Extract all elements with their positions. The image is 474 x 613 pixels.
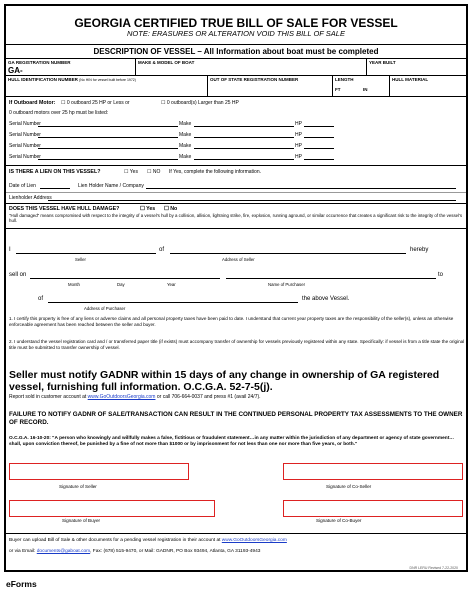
- co-buyer-signature-box[interactable]: [283, 500, 463, 517]
- make-model-cell[interactable]: [136, 59, 367, 75]
- make-field[interactable]: [194, 137, 294, 138]
- year-built-label: YEAR BUILT: [369, 60, 396, 65]
- serial-field[interactable]: [38, 148, 178, 149]
- certify-paragraph-1: 1. I certify this property is free of any liens or adverse claims and all personal property taxes have been paid to date. I understand that current year property taxes are the responsibility of the seller(s), unless an otherwise enforceable agreement has been reached between the seller and buyer.: [9, 316, 454, 327]
- lien-date-field[interactable]: [40, 188, 70, 189]
- damage-no-checkbox[interactable]: ☐ No: [164, 206, 178, 212]
- outboard-sub: 0 outboard motors over 25 hp must be listed:: [9, 110, 109, 116]
- sale-date-field[interactable]: [30, 278, 220, 279]
- lien-address-label: Lienholder Address: [9, 195, 52, 201]
- serial-field[interactable]: [38, 159, 178, 160]
- hull-material-label: HULL MATERIAL: [392, 77, 429, 82]
- divider: [6, 203, 466, 204]
- buyer-signature-box[interactable]: [9, 500, 215, 517]
- hp-field[interactable]: [304, 159, 334, 160]
- sell-on-label: sell on: [9, 272, 27, 278]
- form-note: NOTE: ERASURES OR ALTERATION VOID THIS BILL OF SALE: [127, 29, 345, 38]
- hp-field[interactable]: [304, 137, 334, 138]
- lien-instruction: If Yes, complete the following information.: [169, 169, 261, 175]
- ga-prefix: GA-: [8, 66, 23, 75]
- ocga-statute: O.C.G.A. 16-10-20: "A person who knowingly and willfully makes a false, fictitious or fraudulent statement…in any matter within the jurisdiction of any department or agency of state government…shall, upon conviction thereof, be punished by a fine of not more than $1000 or by imprisonment for not less than one nor more than five years, or both.": [9, 436, 455, 447]
- seller-of: of: [159, 247, 165, 253]
- co-buyer-signature-label: Signature of Co-Buyer: [316, 518, 362, 523]
- lien-no-checkbox[interactable]: ☐ NO: [147, 169, 161, 175]
- divider: [6, 165, 466, 166]
- purchaser-address-caption: Address of Purchaser: [84, 306, 126, 311]
- buyer-signature-label: Signature of Buyer: [62, 518, 101, 523]
- bill-of-sale-form: GEORGIA CERTIFIED TRUE BILL OF SALE FOR VESSEL NOTE: ERASURES OR ALTERATION VOID THIS BILL OF SALE DESCRIPTION OF VESSEL – All Information about boat must be completed GA REGISTRATION NUMBER GA- MAKE & MODEL OF BOAT YEAR BUILT HULL IDENTIFICATION NUMBER (No HIN for vessel built before 1972) OUT OF STATE REGISTRATION NUMBER LENGTH FT IN HULL MATERIAL If Outboard Motor: ☐ 0 outboard 25 HP or Less or ☐ 0 outboard(s) Larger than 25 HP 0 outboard motors over 25 hp must be listed: Serial Number Make HP Serial Number Make HP Serial Number Make HP Serial Number Make HP IS THERE A LIEN ON THIS VESSEL? ☐ Yes ☐ NO If Yes, complete the following information. Date of Lien Lien Holder Name / Company Lienholder Address DOES THIS VESSEL HAVE HULL DAMAGE? ☐ Yes ☐ No "Hull damaged" means compromised with respect to the integrity of a vessel's hull by a collision, allision, lightning strike, fire, explosion, running aground, or similar occurrence that creates a significant risk to the integrity of the vessel's hull. I of hereby Seller Address of Seller sell on to Month Day Year Name of Purchaser of the above Vessel. Address of Purchaser 1. I certify this property is free of any liens or adverse claims and all personal property taxes have been paid to date. I understand that current year property taxes are the responsibility of the seller(s), unless an otherwise enforceable agreement has been reached between the seller and buyer. 2. I understand the vessel registration card and / or transferred paper title (if exists) must accompany transfer of ownership for vessels previously registered within any state. Specifically: if vessel is from a title state the original title must be submitted to transfer ownership of vessel. Seller must notify GADNR within 15 days of any change in ownership of GA registered vessel, furnishing full information. O.C.G.A. 52-7-5(j). Report sold in customer account at www.GoOutdoorsGeorgia.com or call 706-664-0037 and press #1 (avail 24/7). FAILURE TO NOTIFY GADNR OF SALE/TRANSACTION CAN RESULT IN THE CONTINUED PERSONAL PROPERTY TAX ASSESSMENTS TO THE OWNER OF RECORD. O.C.G.A. 16-10-20: "A person who knowingly and willfully makes a false, fictitious or fraudulent statement…in any matter within the jurisdiction of any department or agency of state government…shall, upon conviction thereof, be punished by a fine of not more than $1000 or by imprisonment for not less than one nor more than five years, or both." Signature of Seller Signature of Co-Seller Signature of Buyer Signature of Co-Buyer Buyer can upload Bill of Sale & other documents for a pending vessel registration in their account at www.GoOutdoorsGeorgia.com or via Email: documents@gaboat.com, Fax: (678) 515-9470, or Mail: GADNR, PO Box 93494, Atlanta, GA 31193-4943 DNR LERU Revised 7-22-2020: [4, 4, 468, 572]
- seller-signature-label: Signature of Seller: [59, 484, 97, 489]
- hull-material-cell[interactable]: [390, 76, 466, 96]
- seller-i: I: [9, 247, 11, 253]
- co-seller-signature-label: Signature of Co-Seller: [326, 484, 372, 489]
- email-fax-mail: or via Email: documents@gaboat.com, Fax: (678) 515-9470, or Mail: GADNR, PO Box 93494, Atlanta, GA 31193-4943: [9, 549, 261, 554]
- make-field[interactable]: [194, 126, 294, 127]
- eforms-logo: eForms: [6, 579, 37, 589]
- form-title: GEORGIA CERTIFIED TRUE BILL OF SALE FOR VESSEL: [74, 16, 398, 30]
- purchaser-name-field[interactable]: [226, 278, 436, 279]
- outboard-option-large[interactable]: ☐ 0 outboard(s) Larger than 25 HP: [161, 100, 239, 106]
- seller-address-field[interactable]: [170, 253, 406, 254]
- day-caption: Day: [117, 282, 125, 287]
- make-field[interactable]: [194, 159, 294, 160]
- failure-notice: FAILURE TO NOTIFY GADNR OF SALE/TRANSACTION CAN RESULT IN THE CONTINUED PERSONAL PROPERTY TAX ASSESSMENTS TO THE OWNER OF RECORD.: [9, 411, 463, 426]
- certify-paragraph-2: 2. I understand the vessel registration card and / or transferred paper title (if exists) must accompany transfer of ownership for vessels previously registered within any state. Specifically: if vessel is from a title state the original title must be submitted to transfer ownership of vessel.: [9, 339, 465, 350]
- purchaser-address-field[interactable]: [48, 302, 298, 303]
- revision-note: DNR LERU Revised 7-22-2020: [409, 566, 458, 570]
- co-seller-signature-box[interactable]: [283, 463, 463, 480]
- gooutdoors-link[interactable]: www.GoOutdoorsGeorgia.com: [87, 394, 156, 400]
- in-label: IN: [363, 87, 368, 92]
- serial-field[interactable]: [38, 126, 178, 127]
- length-cell[interactable]: [333, 76, 390, 96]
- notify-headline: Seller must notify GADNR within 15 days of any change in ownership of GA registered vessel, furnishing full information. O.C.G.A. 52-7-5(j).: [9, 369, 440, 393]
- seller-signature-box[interactable]: [9, 463, 189, 480]
- ga-registration-cell[interactable]: [6, 59, 136, 75]
- lien-question: IS THERE A LIEN ON THIS VESSEL?: [9, 169, 101, 175]
- make-field[interactable]: [194, 148, 294, 149]
- outboard-option-small[interactable]: ☐ 0 outboard 25 HP or Less or: [61, 100, 130, 106]
- report-line: Report sold in customer account at www.GoOutdoorsGeorgia.com or call 706-664-0037 and press #1 (avail 24/7).: [9, 394, 261, 400]
- lien-holder-label: Lien Holder Name / Company: [78, 183, 144, 189]
- divider: [6, 228, 466, 229]
- year-caption: Year: [167, 282, 176, 287]
- hin-label: HULL IDENTIFICATION NUMBER (No HIN for vessel built before 1972): [8, 77, 136, 82]
- seller-caption: Seller: [75, 257, 86, 262]
- purchaser-name-caption: Name of Purchaser: [268, 282, 306, 287]
- vessel-grid-row1: [6, 58, 466, 75]
- lien-date-label: Date of Lien: [9, 183, 36, 189]
- seller-hereby: hereby: [410, 247, 429, 253]
- hin-cell[interactable]: [6, 76, 208, 96]
- gooutdoors-footer-link[interactable]: www.GoOutdoorsGeorgia.com: [221, 538, 287, 543]
- damage-yes-checkbox[interactable]: ☐ Yes: [140, 206, 156, 212]
- oos-registration-cell[interactable]: [208, 76, 333, 96]
- damage-question: DOES THIS VESSEL HAVE HULL DAMAGE?: [9, 206, 120, 212]
- damage-definition: "Hull damaged" means compromised with respect to the integrity of a vessel's hull by a collision, allision, lightning strike, fire, explosion, running aground, or similar occurrence that creates a significant risk to the integrity of the vessel's hull.: [9, 213, 463, 224]
- purchaser-of: of: [38, 296, 44, 302]
- seller-name-field[interactable]: [16, 253, 156, 254]
- hp-field[interactable]: [304, 148, 334, 149]
- divider: [6, 533, 466, 534]
- ft-label: FT: [335, 87, 341, 92]
- length-label: LENGTH: [335, 77, 354, 82]
- serial-field[interactable]: [38, 137, 178, 138]
- description-header: DESCRIPTION OF VESSEL – All Information about boat must be completed: [6, 44, 466, 58]
- oos-registration-label: OUT OF STATE REGISTRATION NUMBER: [210, 77, 299, 82]
- lien-holder-field[interactable]: [146, 188, 456, 189]
- lien-yes-checkbox[interactable]: ☐ Yes: [124, 169, 138, 175]
- email-link[interactable]: documents@gaboat.com: [36, 549, 91, 554]
- outboard-label: If Outboard Motor:: [9, 100, 56, 106]
- lien-address-field[interactable]: [48, 200, 456, 201]
- make-model-label: MAKE & MODEL OF BOAT: [138, 60, 195, 65]
- ga-registration-label: GA REGISTRATION NUMBER: [8, 60, 71, 65]
- divider: [6, 192, 466, 193]
- month-caption: Month: [68, 282, 80, 287]
- hp-field[interactable]: [304, 126, 334, 127]
- seller-address-caption: Address of Seller: [222, 257, 255, 262]
- year-built-cell[interactable]: [367, 59, 466, 75]
- upload-instructions: Buyer can upload Bill of Sale & other documents for a pending vessel registration in their account at www.GoOutdoorsGeorgia.com: [9, 538, 287, 543]
- to-label: to: [438, 272, 444, 278]
- vessel-grid-row2: [6, 75, 466, 97]
- above-vessel: the above Vessel.: [302, 296, 350, 302]
